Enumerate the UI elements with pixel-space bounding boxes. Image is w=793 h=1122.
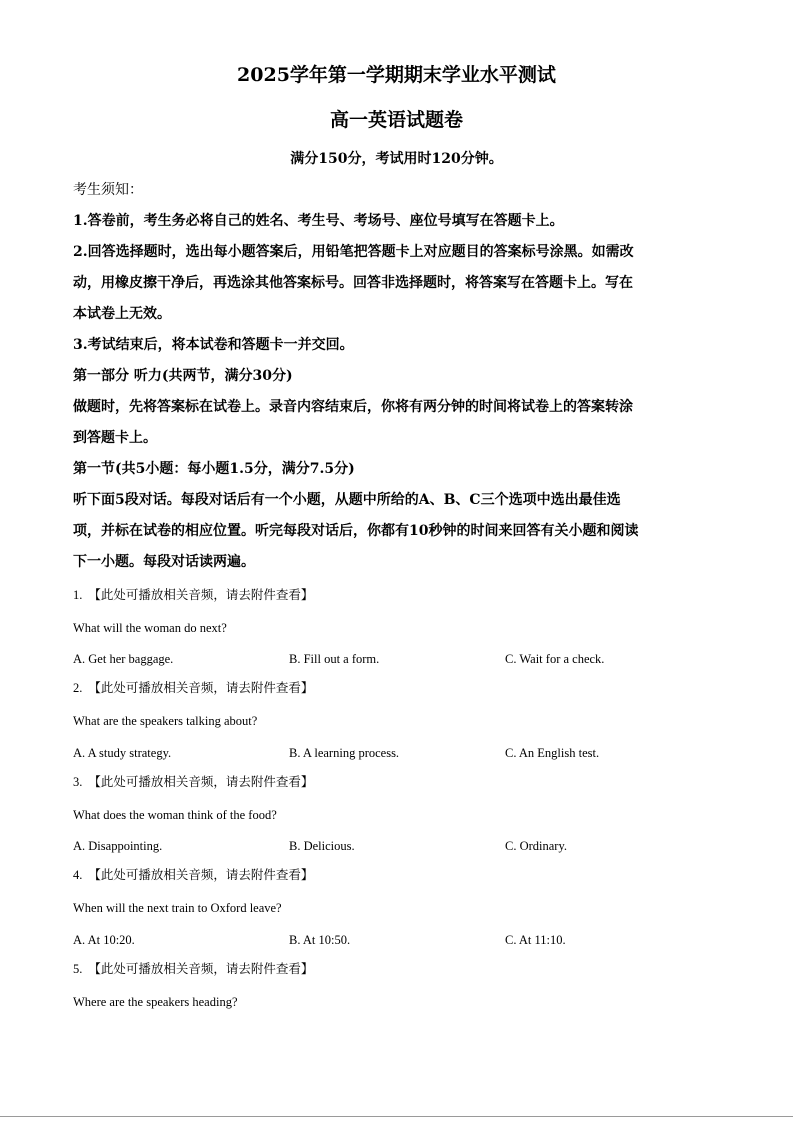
question-number: 3. [73,775,83,789]
option-c: C. Ordinary. [505,839,568,853]
section1-desc-c: 下一小题。每段对话读两遍。 [73,554,255,570]
option-a: A. Get her baggage. [73,652,174,666]
question-3-text: What does the woman think of the food? [73,808,277,822]
question-number: 4. [73,868,83,882]
question-1-text: What will the woman do next? [73,621,227,635]
instruction-2a: 2.回答选择题时，选出每小题答案后，用铅笔把答题卡上对应题目的答案标号涂黑。如需改 [73,244,634,260]
audio-note[interactable]: 【此处可播放相关音频，请去附件查看】 [88,681,314,695]
question-2-audio [73,679,723,697]
section1-heading: 第一节(共5小题：每小题1.5分，满分7.5分) [73,461,355,477]
question-4-audio [73,866,723,884]
audio-note[interactable]: 【此处可播放相关音频，请去附件查看】 [88,962,314,976]
option-a: A. Disappointing. [73,839,163,853]
part1-heading: 第一部分 听力(共两节，满分30分) [73,368,293,384]
audio-note[interactable]: 【此处可播放相关音频，请去附件查看】 [88,775,314,789]
question-5-audio [73,960,723,978]
part1-desc-a: 做题时，先将答案标在试卷上。录音内容结束后，你将有两分钟的时间将试卷上的答案转涂 [73,399,633,415]
question-4-text: When will the next train to Oxford leave? [73,901,282,915]
part1-desc-b: 到答题卡上。 [73,430,157,446]
option-b: B. Delicious. [289,839,355,853]
question-3-audio [73,773,723,791]
option-a: A. At 10:20. [73,933,135,947]
audio-note[interactable]: 【此处可播放相关音频，请去附件查看】 [88,588,314,602]
question-4-options [73,931,723,949]
instructions-heading: 考生须知： [73,182,143,198]
question-number: 2. [73,681,83,695]
option-a: A. A study strategy. [73,746,172,760]
question-number: 5. [73,962,83,976]
instruction-2c: 本试卷上无效。 [73,306,171,322]
option-b: B. A learning process. [289,746,400,760]
exam-title: 2025学年第一学期期末学业水平测试 [237,64,556,86]
option-b: B. At 10:50. [289,933,351,947]
question-3-options [73,837,723,855]
question-1-options [73,650,723,668]
section1-desc-b: 项，并标在试卷的相应位置。听完每段对话后，你都有10秒钟的时间来回答有关小题和阅读 [73,523,639,539]
question-5-text: Where are the speakers heading? [73,995,238,1009]
option-c: C. An English test. [505,746,600,760]
question-2-options [73,744,723,762]
question-2-text: What are the speakers talking about? [73,714,258,728]
question-number: 1. [73,588,83,602]
paper-title: 高一英语试题卷 [329,109,463,131]
page-bottom-divider [0,1116,793,1117]
option-c: C. At 11:10. [505,933,566,947]
instruction-3: 3.考试结束后，将本试卷和答题卡一并交回。 [73,337,354,353]
option-b: B. Fill out a form. [289,652,380,666]
section1-desc-a: 听下面5段对话。每段对话后有一个小题，从题中所给的A、B、C三个选项中选出最佳选 [73,492,621,508]
instructions-block [73,175,723,578]
score-time-note: 满分150分，考试用时120分钟。 [290,151,503,167]
question-1-audio [73,586,723,604]
instruction-2b: 动，用橡皮擦干净后，再选涂其他答案标号。回答非选择题时，将答案写在答题卡上。写在 [73,275,633,291]
option-c: C. Wait for a check. [505,652,605,666]
audio-note[interactable]: 【此处可播放相关音频，请去附件查看】 [88,868,314,882]
instruction-1: 1.答卷前，考生务必将自己的姓名、考生号、考场号、座位号填写在答题卡上。 [73,213,564,229]
